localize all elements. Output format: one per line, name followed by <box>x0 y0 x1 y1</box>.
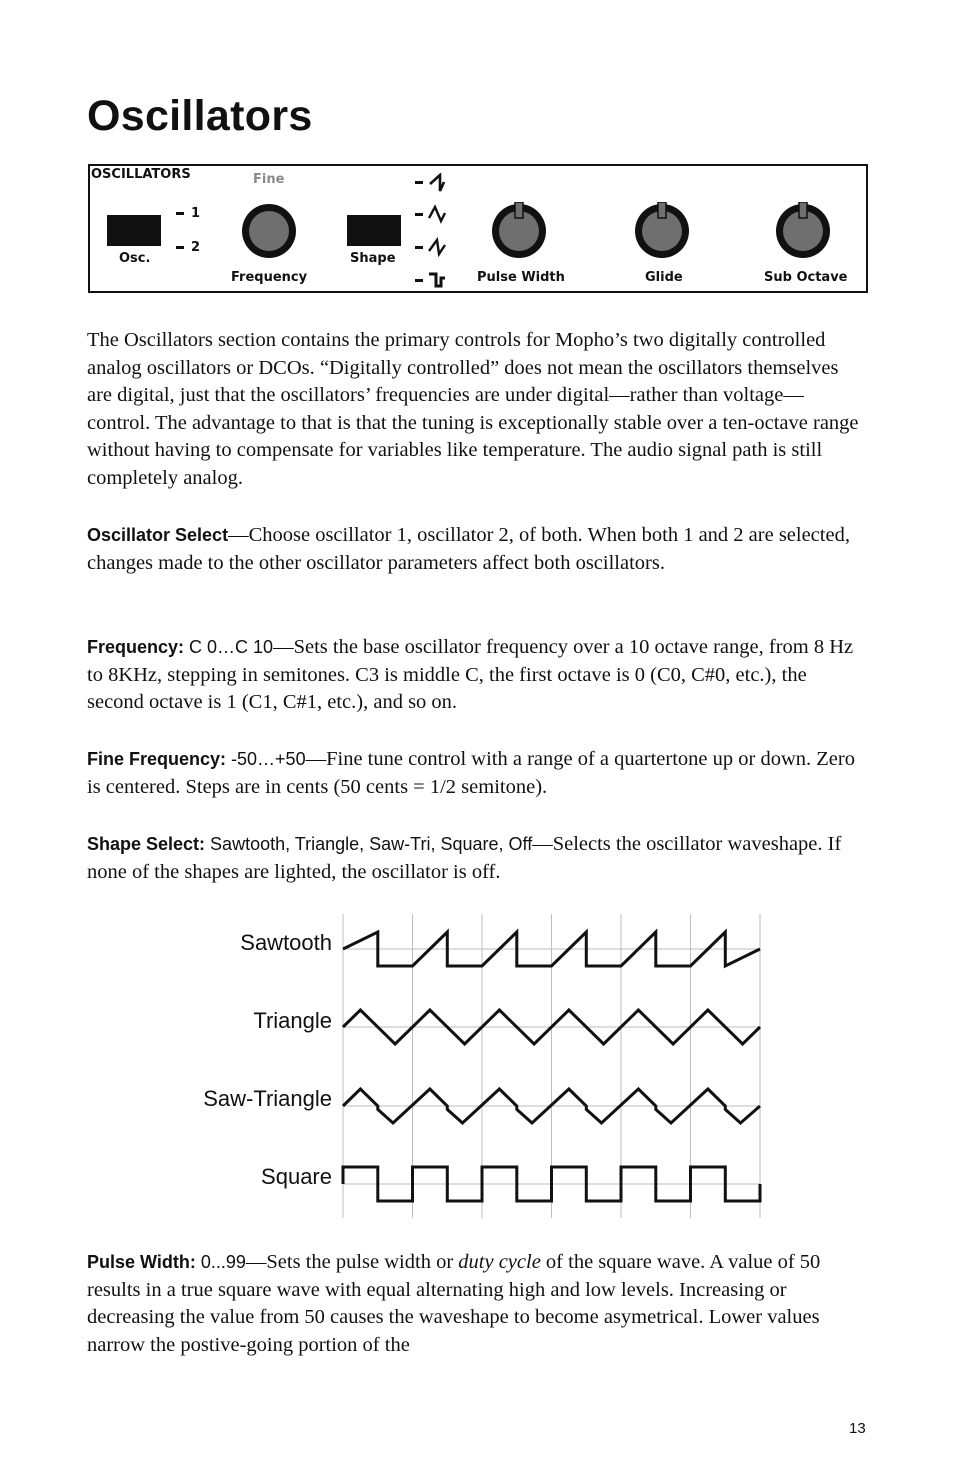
frequency-label: Frequency <box>231 270 308 285</box>
glide-label: Glide <box>645 270 683 285</box>
pulse-width-knob[interactable] <box>490 202 548 260</box>
pulse-width-range: 0...99 <box>195 1252 246 1272</box>
fine-frequency-term: Fine Frequency: <box>87 749 227 769</box>
triangle-icon <box>428 204 446 224</box>
osc-label: Osc. <box>119 251 151 266</box>
shape-led-triangle <box>415 213 423 216</box>
osc-1-label: 1 <box>191 206 201 221</box>
oscillator-select-paragraph <box>87 522 867 577</box>
pulse-width-description-end: of the square wave. A value of 50 results in a true square wave with equal alternating high and low levels. Increasing or decreasing the value from 50 causes the waveshape to become asymetrical. Lower values narrow the postive-going portion of the <box>87 1251 821 1356</box>
fine-frequency-description: —Fine tune control with a range of a quartertone up or down. Zero is centered. Steps are in cents (50 cents = 1/2 semitone). <box>87 748 855 798</box>
panel-section-label: OSCILLATORS <box>91 167 191 182</box>
frequency-paragraph <box>87 634 867 717</box>
frequency-knob[interactable] <box>240 202 298 260</box>
shape-select-paragraph <box>87 831 867 886</box>
osc-select-button[interactable] <box>107 215 161 246</box>
triangle-wave <box>343 1010 760 1044</box>
page-number: 13 <box>849 1420 866 1437</box>
shape-select-description: —Selects the oscillator waveshape. If none of the shapes are lighted, the oscillator is off. <box>87 833 842 883</box>
shape-select-button[interactable] <box>347 215 401 246</box>
pulse-width-paragraph <box>87 1249 867 1359</box>
osc-2-label: 2 <box>191 240 201 255</box>
waveform-grid <box>343 914 760 1218</box>
intro-paragraph: The Oscillators section contains the primary controls for Mopho’s two digitally controlled analog oscillators or DCOs. “Digitally controlled” does not mean the oscillators themselves are digital, just that the oscillators’ frequencies are under digital—rather than voltage—control. The advantage to that is that the tuning is exceptionally stable over a ten-octave range without having to compensate for variables like temperature. The audio signal path is still completely analog. <box>87 329 859 489</box>
saw-triangle-wave <box>343 1089 760 1123</box>
frequency-range: C 0…C 10 <box>184 637 274 657</box>
duty-cycle-emphasis: duty cycle <box>458 1251 541 1273</box>
waveform-traces <box>343 932 760 1201</box>
shape-select-range: Sawtooth, Triangle, Saw-Tri, Square, Off <box>205 834 533 854</box>
frequency-description: —Sets the base oscillator frequency over a 10 octave range, from 8 Hz to 8KHz, stepping in semitones. C3 is middle C, the first octave is 0 (C0, C#0, etc.), the second octave is 1 (C1, C#1, etc.), and so on. <box>87 636 854 713</box>
shape-led-saw-triangle <box>415 246 423 249</box>
shape-led-sawtooth <box>415 181 423 184</box>
osc-2-led <box>176 246 184 249</box>
square-wave <box>343 1167 760 1201</box>
sawtooth-icon <box>428 173 446 193</box>
square-icon <box>428 270 446 290</box>
pulse-width-description-start: —Sets the pulse width or <box>245 1251 459 1273</box>
waveform-label-saw-triangle: Saw-Triangle <box>203 1086 332 1111</box>
frequency-term: Frequency: <box>87 637 185 657</box>
osc-1-led <box>176 212 184 215</box>
sub-octave-label: Sub Octave <box>764 270 848 285</box>
fine-label: Fine <box>253 172 285 187</box>
waveform-label-sawtooth: Sawtooth <box>240 930 332 955</box>
page-title: Oscillators <box>87 92 313 140</box>
pulse-width-label: Pulse Width <box>477 270 565 285</box>
sawtooth-wave <box>343 932 760 966</box>
pulse-width-term: Pulse Width: <box>87 1252 196 1272</box>
fine-frequency-paragraph <box>87 746 867 801</box>
shape-select-term: Shape Select: <box>87 834 206 854</box>
shape-led-square <box>415 279 423 282</box>
saw-triangle-icon <box>428 237 446 257</box>
oscillator-select-description: —Choose oscillator 1, oscillator 2, of both. When both 1 and 2 are selected, changes made to the other oscillator parameters affect both oscillators. <box>87 524 850 574</box>
sub-octave-knob[interactable] <box>774 202 832 260</box>
fine-frequency-range: -50…+50 <box>226 749 306 769</box>
oscillator-select-term: Oscillator Select <box>87 525 229 545</box>
oscillators-panel <box>88 164 868 293</box>
shape-label: Shape <box>350 251 396 266</box>
glide-knob[interactable] <box>633 202 691 260</box>
waveform-label-square: Square <box>261 1164 332 1189</box>
waveform-label-triangle: Triangle <box>253 1008 332 1033</box>
